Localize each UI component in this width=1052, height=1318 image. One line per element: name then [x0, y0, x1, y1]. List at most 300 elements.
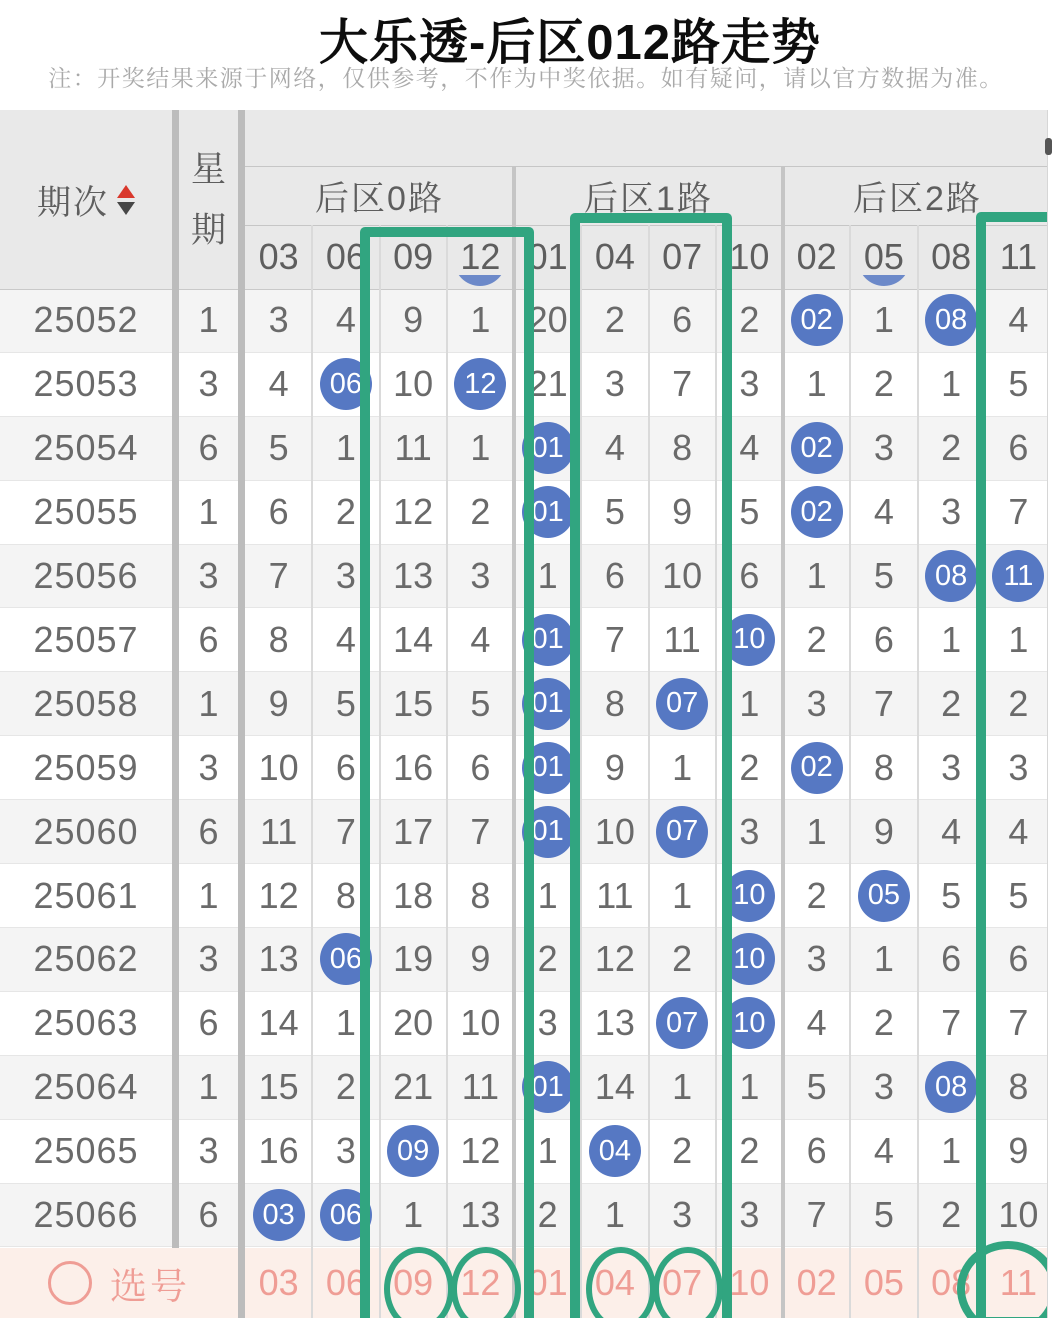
value-cell-05: 3 — [873, 1066, 894, 1108]
value-cell-08 — [918, 289, 985, 352]
value-cell-10: 4 — [739, 427, 760, 469]
period-cell: 25056 — [33, 555, 139, 597]
period-cell: 25059 — [33, 746, 139, 788]
header-line-bottom — [0, 289, 1052, 290]
column-line — [715, 225, 717, 1318]
value-cell-02 — [783, 481, 850, 544]
week-cell: 1 — [198, 874, 219, 916]
drawn-number-badge: 07 — [656, 997, 708, 1049]
value-cell-01 — [514, 481, 581, 544]
column-header-08: 08 — [931, 236, 972, 277]
value-cell-11: 5 — [1008, 363, 1029, 405]
value-cell-02 — [783, 417, 850, 480]
value-cell-05: 4 — [873, 491, 894, 533]
value-cell-11: 7 — [1008, 1002, 1029, 1044]
value-cell-05: 5 — [873, 555, 894, 597]
week-cell: 1 — [198, 491, 219, 533]
value-cell-10: 3 — [739, 363, 760, 405]
value-cell-03: 8 — [268, 618, 289, 660]
value-cell-01: 1 — [537, 1130, 558, 1172]
value-cell-06: 2 — [335, 1066, 356, 1108]
value-cell-05 — [850, 864, 917, 927]
drawn-number-badge: 11 — [992, 550, 1044, 602]
group-header-2: 后区2路 — [853, 180, 982, 218]
value-cell-04: 13 — [594, 1002, 635, 1044]
value-cell-01 — [514, 417, 581, 480]
value-cell-10 — [716, 864, 783, 927]
period-cell: 25064 — [33, 1066, 139, 1108]
drawn-number-badge: 02 — [791, 742, 843, 794]
value-cell-01 — [514, 1056, 581, 1119]
value-cell-11: 2 — [1008, 682, 1029, 724]
value-cell-12: 11 — [461, 1066, 500, 1108]
value-cell-06: 3 — [335, 1130, 356, 1172]
value-cell-09: 15 — [393, 682, 434, 724]
column-line — [580, 225, 582, 1318]
trend-row — [0, 800, 1052, 864]
value-cell-04: 4 — [604, 427, 625, 469]
week-header-char: 星 — [190, 149, 226, 189]
value-cell-12: 4 — [470, 618, 491, 660]
drawn-number-badge: 10 — [723, 933, 775, 985]
trend-row — [0, 992, 1052, 1056]
value-cell-06: 3 — [335, 555, 356, 597]
value-cell-12: 2 — [470, 491, 491, 533]
value-cell-08: 7 — [941, 1002, 962, 1044]
value-cell-10: 3 — [739, 1194, 760, 1236]
period-cell: 25061 — [33, 874, 139, 916]
value-cell-08: 5 — [941, 874, 962, 916]
sort-asc-icon[interactable] — [117, 185, 135, 198]
value-cell-04: 11 — [596, 874, 634, 916]
column-line — [917, 225, 919, 1318]
drawn-number-badge: 01 — [522, 678, 574, 730]
period-cell: 25055 — [33, 491, 139, 533]
column-line — [446, 225, 448, 1318]
value-cell-09: 14 — [393, 618, 434, 660]
value-cell-09: 16 — [393, 746, 434, 788]
value-cell-11: 8 — [1008, 1066, 1029, 1108]
hidden-row-hit-arc-05 — [858, 275, 910, 288]
column-line — [379, 225, 381, 1318]
group-header-0: 后区0路 — [315, 180, 444, 218]
period-cell: 25058 — [33, 682, 139, 724]
drawn-number-badge: 02 — [791, 422, 843, 474]
value-cell-06: 8 — [335, 874, 356, 916]
week-cell: 6 — [198, 427, 219, 469]
pick-number-cell-07[interactable]: 07 — [662, 1261, 703, 1303]
value-cell-09: 18 — [393, 874, 434, 916]
value-cell-06: 4 — [335, 618, 356, 660]
value-cell-04: 3 — [604, 363, 625, 405]
value-cell-11: 7 — [1008, 491, 1029, 533]
drawn-number-badge: 12 — [454, 358, 506, 410]
pick-number-cell-05[interactable]: 05 — [863, 1261, 904, 1303]
hidden-row-hit-arc-12 — [454, 275, 506, 288]
column-header-12: 12 — [460, 236, 501, 277]
value-cell-01 — [514, 672, 581, 735]
value-cell-07: 9 — [672, 491, 693, 533]
value-cell-12: 1 — [470, 299, 491, 341]
pick-circle-icon[interactable] — [48, 1261, 92, 1305]
trend-row — [0, 1120, 1052, 1184]
drawn-number-badge: 07 — [656, 806, 708, 858]
column-header-04: 04 — [594, 236, 635, 277]
value-cell-11: 5 — [1008, 874, 1029, 916]
value-cell-05: 1 — [873, 299, 894, 341]
value-cell-03: 9 — [268, 682, 289, 724]
value-cell-09: 19 — [393, 938, 434, 980]
value-cell-05: 4 — [873, 1130, 894, 1172]
value-cell-05: 8 — [873, 746, 894, 788]
value-cell-09: 21 — [393, 1066, 434, 1108]
value-cell-02 — [783, 736, 850, 799]
value-cell-06 — [312, 1184, 379, 1247]
value-cell-05: 2 — [873, 1002, 894, 1044]
trend-row — [0, 672, 1052, 736]
value-cell-02: 2 — [806, 618, 827, 660]
drawn-number-badge: 08 — [925, 1061, 977, 1113]
value-cell-06: 2 — [335, 491, 356, 533]
trend-row — [0, 353, 1052, 417]
pick-number-cell-04[interactable]: 04 — [594, 1261, 635, 1303]
trend-row — [0, 609, 1052, 673]
pick-number-cell-01[interactable]: 01 — [527, 1261, 568, 1303]
week-cell: 6 — [198, 618, 219, 660]
value-cell-08: 6 — [941, 938, 962, 980]
period-cell: 25065 — [33, 1130, 139, 1172]
trend-row — [0, 289, 1052, 353]
value-cell-10: 2 — [739, 746, 760, 788]
value-cell-08: 4 — [941, 810, 962, 852]
drawn-number-badge-partial — [858, 275, 910, 286]
value-cell-02: 7 — [806, 1194, 827, 1236]
value-cell-09: 1 — [403, 1194, 424, 1236]
drawn-number-badge: 04 — [589, 1125, 641, 1177]
value-cell-07: 2 — [672, 1130, 693, 1172]
value-cell-06: 5 — [335, 682, 356, 724]
value-cell-08: 2 — [941, 427, 962, 469]
period-cell: 25054 — [33, 427, 139, 469]
trend-row — [0, 417, 1052, 481]
drawn-number-badge: 01 — [522, 742, 574, 794]
value-cell-05: 9 — [873, 810, 894, 852]
value-cell-10: 2 — [739, 299, 760, 341]
value-cell-09: 20 — [393, 1002, 434, 1044]
column-line — [849, 225, 851, 1318]
value-cell-11: 6 — [1008, 938, 1029, 980]
value-cell-07: 1 — [672, 746, 693, 788]
value-cell-08: 3 — [941, 491, 962, 533]
value-cell-05: 6 — [873, 618, 894, 660]
value-cell-03: 13 — [258, 938, 299, 980]
column-header-03: 03 — [258, 236, 299, 277]
week-header-char: 期 — [190, 210, 226, 250]
value-cell-03: 4 — [268, 363, 289, 405]
column-header-06: 06 — [325, 236, 366, 277]
value-cell-06: 6 — [335, 746, 356, 788]
value-cell-12: 7 — [470, 810, 491, 852]
scrollbar-handle[interactable] — [1045, 138, 1052, 155]
week-grid-divider — [238, 110, 245, 1318]
value-cell-01: 20 — [527, 299, 568, 341]
value-cell-02: 1 — [806, 810, 827, 852]
value-cell-06 — [312, 353, 379, 416]
week-cell: 3 — [198, 555, 219, 597]
value-cell-09: 10 — [393, 363, 434, 405]
value-cell-01: 2 — [537, 1194, 558, 1236]
value-cell-04: 10 — [594, 810, 635, 852]
column-line — [648, 225, 650, 1318]
value-cell-10: 2 — [739, 1130, 760, 1172]
pick-row-label: 选号 — [110, 1265, 190, 1307]
value-cell-08: 1 — [941, 618, 962, 660]
value-cell-05: 1 — [873, 938, 894, 980]
value-cell-11: 9 — [1008, 1130, 1029, 1172]
drawn-number-badge: 10 — [723, 614, 775, 666]
value-cell-01: 21 — [527, 363, 568, 405]
value-cell-06 — [312, 928, 379, 991]
sort-control[interactable] — [117, 185, 135, 215]
trend-row — [0, 1184, 1052, 1248]
pick-number-cell-03[interactable]: 03 — [258, 1261, 299, 1303]
value-cell-04: 2 — [604, 299, 625, 341]
value-cell-09 — [380, 1120, 447, 1183]
value-cell-08: 2 — [941, 1194, 962, 1236]
value-cell-02: 2 — [806, 874, 827, 916]
value-cell-12: 12 — [460, 1130, 501, 1172]
week-cell: 6 — [198, 1194, 219, 1236]
value-cell-01: 3 — [537, 1002, 558, 1044]
drawn-number-badge: 08 — [925, 294, 977, 346]
drawn-number-badge: 02 — [791, 294, 843, 346]
drawn-number-badge: 01 — [522, 1061, 574, 1113]
value-cell-11: 1 — [1008, 618, 1029, 660]
drawn-number-badge: 06 — [320, 1189, 372, 1241]
drawn-number-badge: 05 — [858, 870, 910, 922]
value-cell-10: 1 — [739, 682, 760, 724]
value-cell-07: 11 — [663, 618, 701, 660]
trend-row — [0, 545, 1052, 609]
value-cell-03 — [245, 1184, 312, 1247]
value-cell-10 — [716, 992, 783, 1055]
column-line — [311, 225, 313, 1318]
value-cell-12: 13 — [460, 1194, 501, 1236]
pick-row-control[interactable] — [0, 1248, 238, 1318]
week-cell: 3 — [198, 363, 219, 405]
value-cell-10 — [716, 609, 783, 672]
value-cell-01: 1 — [537, 874, 558, 916]
group-boundary-line — [781, 166, 785, 1318]
period-cell: 25066 — [33, 1194, 139, 1236]
value-cell-07: 1 — [672, 874, 693, 916]
value-cell-04 — [581, 1120, 648, 1183]
value-cell-07: 10 — [662, 555, 703, 597]
value-cell-11: 4 — [1008, 810, 1029, 852]
value-cell-12: 10 — [460, 1002, 501, 1044]
drawn-number-badge: 01 — [522, 422, 574, 474]
value-cell-12: 1 — [470, 427, 491, 469]
value-cell-02: 4 — [806, 1002, 827, 1044]
column-header-10: 10 — [729, 236, 770, 277]
column-line — [984, 225, 986, 1318]
period-header-label: 期次 — [37, 184, 109, 222]
page-title: 大乐透-后区012路走势 — [318, 16, 822, 70]
value-cell-05: 2 — [873, 363, 894, 405]
value-cell-03: 7 — [268, 555, 289, 597]
value-cell-02: 3 — [806, 682, 827, 724]
pick-number-cell-09[interactable]: 09 — [393, 1261, 434, 1303]
value-cell-12: 8 — [470, 874, 491, 916]
value-cell-11: 3 — [1008, 746, 1029, 788]
period-cell: 25062 — [33, 938, 139, 980]
value-cell-08: 1 — [941, 1130, 962, 1172]
value-cell-03: 14 — [258, 1002, 299, 1044]
drawn-number-badge: 09 — [387, 1125, 439, 1177]
value-cell-09: 9 — [403, 299, 424, 341]
value-cell-06: 7 — [335, 810, 356, 852]
pick-number-cell-06[interactable]: 06 — [325, 1261, 366, 1303]
value-cell-04: 7 — [604, 618, 625, 660]
period-cell: 25057 — [33, 618, 139, 660]
value-cell-03: 15 — [258, 1066, 299, 1108]
drawn-number-badge: 03 — [253, 1189, 305, 1241]
drawn-number-badge: 08 — [925, 550, 977, 602]
value-cell-01 — [514, 736, 581, 799]
value-cell-03: 5 — [268, 427, 289, 469]
week-cell: 1 — [198, 1066, 219, 1108]
group-header-1: 后区1路 — [584, 180, 713, 218]
week-column-header — [179, 110, 238, 289]
value-cell-10: 1 — [739, 1066, 760, 1108]
group-boundary-line — [512, 166, 516, 1318]
value-cell-02 — [783, 289, 850, 352]
week-cell: 3 — [198, 746, 219, 788]
value-cell-11: 6 — [1008, 427, 1029, 469]
sort-desc-icon[interactable] — [117, 202, 135, 215]
value-cell-03: 6 — [268, 491, 289, 533]
drawn-number-badge-partial — [454, 275, 506, 286]
value-cell-01 — [514, 800, 581, 863]
trend-row — [0, 736, 1052, 800]
pick-number-cell-12[interactable]: 12 — [460, 1261, 501, 1303]
column-header-05: 05 — [863, 236, 904, 277]
value-cell-08 — [918, 545, 985, 608]
pick-number-cell-10[interactable]: 10 — [729, 1261, 770, 1303]
pick-number-cell-08[interactable]: 08 — [931, 1261, 972, 1303]
value-cell-11: 4 — [1008, 299, 1029, 341]
drawn-number-badge: 06 — [320, 358, 372, 410]
value-cell-08: 1 — [941, 363, 962, 405]
value-cell-08 — [918, 1056, 985, 1119]
value-cell-01: 2 — [537, 938, 558, 980]
value-cell-12: 3 — [470, 555, 491, 597]
value-cell-10: 6 — [739, 555, 760, 597]
drawn-number-badge: 01 — [522, 806, 574, 858]
week-cell: 1 — [198, 682, 219, 724]
value-cell-10: 5 — [739, 491, 760, 533]
drawn-number-badge: 06 — [320, 933, 372, 985]
value-cell-10: 3 — [739, 810, 760, 852]
week-cell: 3 — [198, 938, 219, 980]
period-cell: 25053 — [33, 363, 139, 405]
trend-row — [0, 1056, 1052, 1120]
value-cell-09: 17 — [393, 810, 434, 852]
period-cell: 25060 — [33, 810, 139, 852]
value-cell-07: 3 — [672, 1194, 693, 1236]
value-cell-09: 11 — [394, 427, 432, 469]
value-cell-05: 7 — [873, 682, 894, 724]
value-cell-04: 12 — [594, 938, 635, 980]
trend-row — [0, 481, 1052, 545]
value-cell-06: 4 — [335, 299, 356, 341]
column-header-11: 11 — [999, 236, 1038, 277]
pick-number-cell-02[interactable]: 02 — [796, 1261, 837, 1303]
value-cell-07: 7 — [672, 363, 693, 405]
drawn-number-badge: 01 — [522, 614, 574, 666]
value-cell-12: 6 — [470, 746, 491, 788]
drawn-number-badge: 10 — [723, 870, 775, 922]
value-cell-04: 1 — [604, 1194, 625, 1236]
value-cell-07: 1 — [672, 1066, 693, 1108]
value-cell-08: 3 — [941, 746, 962, 788]
value-cell-09: 13 — [393, 555, 434, 597]
value-cell-10 — [716, 928, 783, 991]
drawn-number-badge: 10 — [723, 997, 775, 1049]
value-cell-02: 5 — [806, 1066, 827, 1108]
value-cell-03: 11 — [259, 810, 298, 852]
column-header-02: 02 — [796, 236, 837, 277]
week-cell: 3 — [198, 1130, 219, 1172]
trend-row — [0, 864, 1052, 928]
week-cell: 6 — [198, 1002, 219, 1044]
period-week-divider — [172, 110, 179, 1248]
value-cell-02: 1 — [806, 555, 827, 597]
value-cell-07: 2 — [672, 938, 693, 980]
value-cell-02: 1 — [806, 363, 827, 405]
value-cell-12 — [447, 353, 514, 416]
value-cell-04: 14 — [594, 1066, 635, 1108]
value-cell-07 — [649, 800, 716, 863]
value-cell-01 — [514, 609, 581, 672]
value-cell-04: 6 — [604, 555, 625, 597]
disclaimer-note: 注：开奖结果来源于网络，仅供参考，不作为中奖依据。如有疑问，请以官方数据为准。 — [48, 65, 1004, 91]
column-header-01: 01 — [527, 236, 568, 277]
value-cell-07: 6 — [672, 299, 693, 341]
week-cell: 6 — [198, 810, 219, 852]
value-cell-06: 1 — [335, 1002, 356, 1044]
value-cell-02: 3 — [806, 938, 827, 980]
trend-table — [0, 110, 1052, 1318]
period-cell: 25063 — [33, 1002, 139, 1044]
period-cell: 25052 — [33, 299, 139, 341]
drawn-number-badge: 01 — [522, 486, 574, 538]
value-cell-04: 5 — [604, 491, 625, 533]
value-cell-03: 12 — [258, 874, 299, 916]
value-cell-07 — [649, 992, 716, 1055]
column-header-09: 09 — [393, 236, 434, 277]
scrollbar-track[interactable] — [1047, 110, 1052, 1318]
drawn-number-badge: 02 — [791, 486, 843, 538]
value-cell-11: 10 — [998, 1194, 1039, 1236]
value-cell-01: 1 — [537, 555, 558, 597]
value-cell-02: 6 — [806, 1130, 827, 1172]
period-column-header[interactable] — [0, 110, 172, 289]
pick-number-cell-11[interactable]: 11 — [999, 1261, 1038, 1303]
value-cell-07 — [649, 672, 716, 735]
value-cell-04: 8 — [604, 682, 625, 724]
value-cell-09: 12 — [393, 491, 434, 533]
